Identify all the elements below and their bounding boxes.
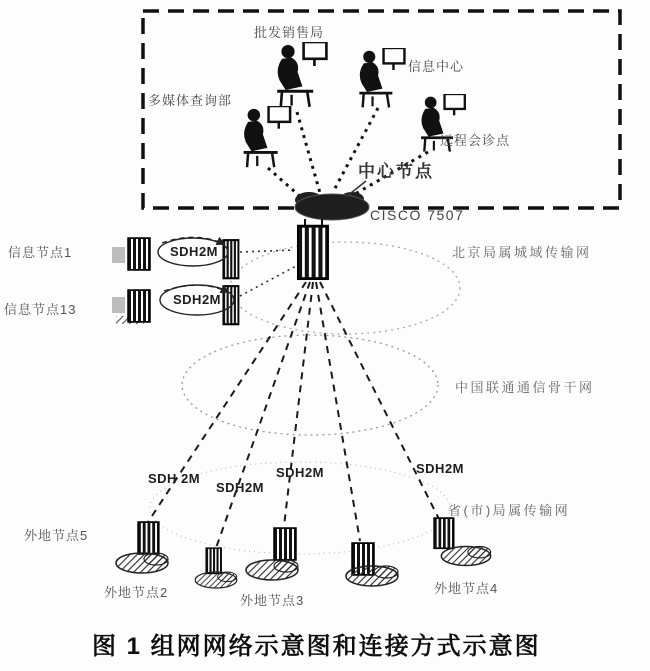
center-node-label: 中心节点 [358, 162, 434, 181]
remote-node-label: 外地节点4 [434, 581, 499, 596]
workstation-label: 远程会诊点 [440, 133, 511, 148]
person-at-computer-icon [236, 106, 300, 174]
workstation-label: 批发销售局 [254, 25, 325, 40]
sdh-trunk-label: SDH 2M [148, 471, 201, 486]
metro-network-label: 北京局属城域传输网 [452, 245, 592, 260]
trunk-lines [148, 282, 446, 548]
workstation-label: 信息中心 [408, 59, 465, 74]
person-at-computer-icon [352, 48, 414, 114]
person-at-computer-icon [270, 42, 336, 114]
backbone-cloud-outline [182, 335, 438, 435]
sdh-trunk-label: SDH2M [276, 465, 325, 480]
info-node-label: 信息节点1 [8, 245, 73, 260]
person-at-computer-icon [414, 94, 474, 158]
remote-node-cluster [195, 548, 237, 588]
info-node-label: 信息节点13 [4, 302, 77, 317]
remote-node-cluster [246, 528, 298, 580]
remote-node-label: 外地节点2 [104, 585, 169, 600]
workstation-label: 多媒体查询部 [148, 93, 233, 108]
sdh-trunk-label: SDH2M [216, 480, 265, 495]
remote-node-label: 外地节点5 [24, 528, 89, 543]
router-label: CISCO 7507 [370, 207, 465, 223]
provincial-network-label: 省(市)局属传输网 [448, 503, 571, 518]
metro-cloud-outline [230, 242, 460, 334]
remote-node-label: 外地节点3 [240, 593, 305, 608]
remote-node-cluster [116, 522, 168, 573]
remote-node-cluster [434, 518, 491, 566]
router-rack-icon [298, 219, 328, 279]
sdh-link-label: SDH2M [173, 292, 222, 307]
center-node-cloud-icon [295, 192, 369, 220]
remote-node-cluster [346, 543, 398, 586]
backbone-network-label: 中国联通通信骨干网 [455, 380, 595, 395]
figure-caption: 图 1 组网网络示意图和连接方式示意图 [92, 633, 541, 660]
sdh-link-label: SDH2M [170, 244, 219, 259]
sdh-trunk-label: SDH2M [416, 461, 465, 476]
